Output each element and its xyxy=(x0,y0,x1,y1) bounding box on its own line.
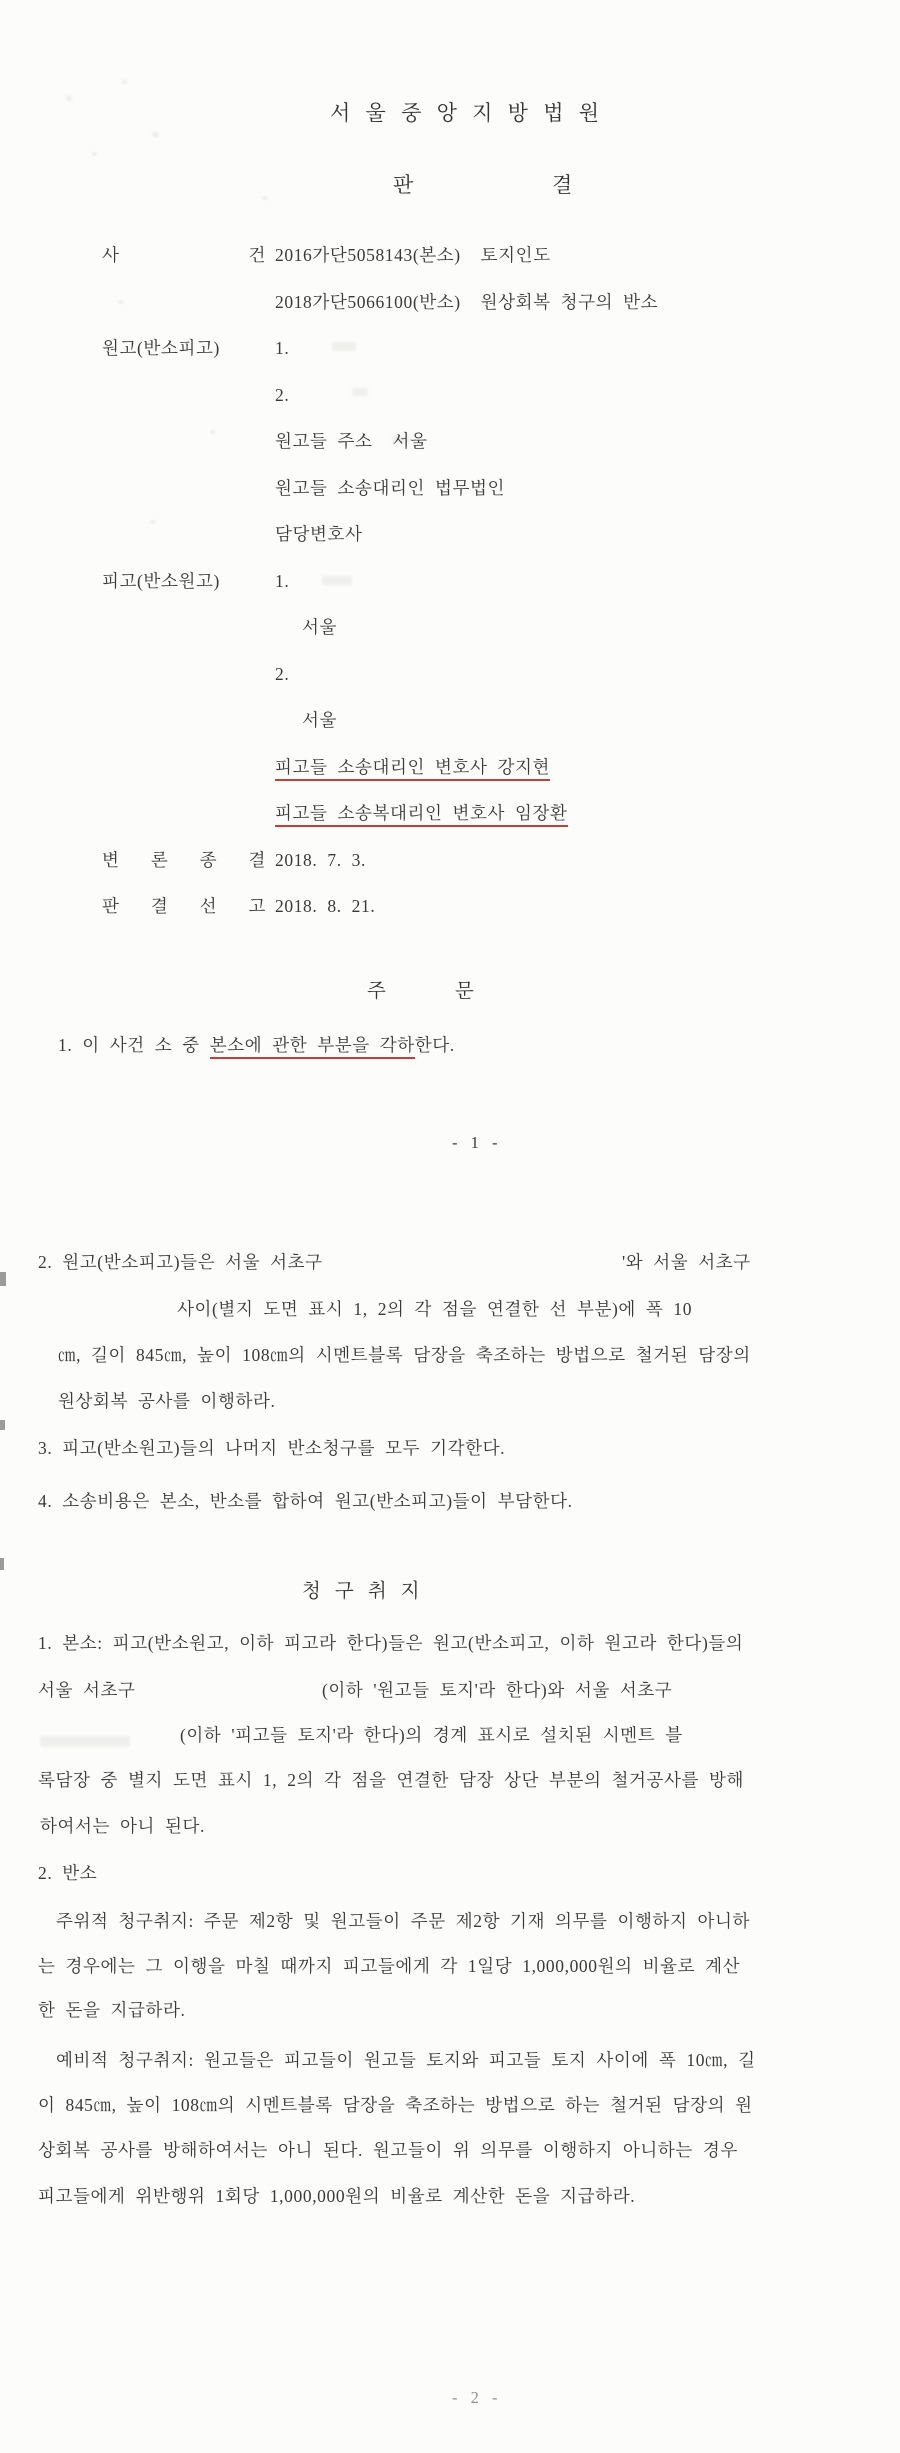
order-item-3: 3. 피고(반소원고)들의 나머지 반소청구를 모두 기각한다. xyxy=(38,1438,506,1458)
claims-bonso-line4: 록담장 중 별지 도면 표시 1, 2의 각 점을 연결한 담장 상단 부분의 철거공사를 방해 xyxy=(38,1770,744,1790)
closing-date: 2018. 7. 3. xyxy=(275,850,366,870)
order-item-2-line2: 사이(별지 도면 표시 1, 2의 각 점을 연결한 선 부분)에 폭 10 xyxy=(177,1299,693,1319)
plaintiff-item-1: 1. xyxy=(275,338,290,358)
order-item-4: 4. 소송비용은 본소, 반소를 합하여 원고(반소피고)들이 부담한다. xyxy=(38,1491,573,1511)
claims-secondary-line2: 이 845㎝, 높이 108㎝의 시멘트블록 담장을 축조하는 방법으로 하는 철거된 담장의 원 xyxy=(38,2095,753,2115)
case-label: 사 건 xyxy=(102,245,266,265)
scan-artifact xyxy=(152,132,159,137)
plaintiff-counsel: 원고들 소송대리인 법무법인 xyxy=(275,478,506,498)
claims-heading: 청 구 취 지 xyxy=(302,1581,421,1602)
case-number-main: 2016가단5058143(본소) 토지인도 xyxy=(275,245,551,265)
order-item-2-line1-right: '와 서울 서초구 xyxy=(622,1252,751,1272)
scan-artifact xyxy=(0,1272,6,1286)
defendant-address-1: 서울 xyxy=(302,617,338,637)
order-item-1-suffix: 한다. xyxy=(414,1035,455,1055)
scan-artifact xyxy=(122,80,127,84)
defendant-item-1: 1. xyxy=(275,571,290,591)
scan-artifact xyxy=(0,1558,4,1570)
defendant-label: 피고(반소원고) xyxy=(102,571,220,591)
order-item-1-underlined: 본소에 관한 부분을 각하 xyxy=(210,1035,415,1059)
defendant-sub-counsel-underlined: 피고들 소송복대리인 변호사 임장환 xyxy=(275,803,568,827)
document-type-second-char: 결 xyxy=(552,173,573,197)
claims-primary-line3: 한 돈을 지급하라. xyxy=(38,2000,186,2020)
sentencing-label: 판 결 선 고 xyxy=(102,896,266,916)
scan-artifact xyxy=(210,430,215,434)
order-heading-second-char: 문 xyxy=(455,981,475,1002)
claims-bonso-line2-right: (이하 '원고들 토지'라 한다)와 서울 서초구 xyxy=(322,1680,673,1700)
closing-label: 변 론 종 결 xyxy=(102,850,266,870)
sentencing-date: 2018. 8. 21. xyxy=(275,896,376,916)
redaction-smudge xyxy=(40,1736,130,1747)
scan-artifact xyxy=(150,520,156,524)
order-item-2-line3: ㎝, 길이 845㎝, 높이 108㎝의 시멘트블록 담장을 축조하는 방법으로 철거된 담장의 xyxy=(58,1345,751,1365)
scan-artifact xyxy=(66,96,72,101)
claims-banso-heading: 2. 반소 xyxy=(38,1863,98,1883)
claims-primary-line1: 주위적 청구취지: 주문 제2항 및 원고들이 주문 제2항 기재 의무를 이행하지 아니하 xyxy=(56,1911,751,1931)
redaction-smudge xyxy=(332,342,356,351)
defendant-counsel-underlined: 피고들 소송대리인 변호사 강지현 xyxy=(275,757,550,781)
defendant-address-2: 서울 xyxy=(302,710,338,730)
claims-bonso-line5: 하여서는 아니 된다. xyxy=(40,1816,205,1836)
scan-artifact xyxy=(118,300,124,304)
defendant-item-2: 2. xyxy=(275,664,290,684)
order-item-1-prefix: 1. 이 사건 소 중 xyxy=(58,1035,210,1055)
claims-primary-line2: 는 경우에는 그 이행을 마칠 때까지 피고들에게 각 1일당 1,000,000원의 비율로 계산 xyxy=(38,1956,741,1976)
claims-secondary-line3: 상회복 공사를 방해하여서는 아니 된다. 원고들이 위 의무를 이행하지 아니하는 경우 xyxy=(38,2140,738,2160)
page-1-number: - 1 - xyxy=(452,1133,500,1152)
order-item-1 xyxy=(58,1035,455,1057)
scan-artifact xyxy=(262,196,268,200)
redaction-smudge xyxy=(322,576,352,585)
plaintiff-item-2: 2. xyxy=(275,385,290,405)
plaintiff-counsel-attorney: 담당변호사 xyxy=(275,524,363,544)
case-number-counter: 2018가단5066100(반소) 원상회복 청구의 반소 xyxy=(275,292,659,312)
claims-bonso-line3: (이하 '피고들 토지'라 한다)의 경계 표시로 설치된 시멘트 블 xyxy=(180,1725,683,1745)
page-2-number: - 2 - xyxy=(452,2388,500,2407)
scan-artifact xyxy=(92,152,97,156)
order-item-2-line4: 원상회복 공사를 이행하라. xyxy=(58,1391,276,1411)
order-heading-first-char: 주 xyxy=(367,981,387,1002)
plaintiff-address: 원고들 주소 서울 xyxy=(275,431,428,451)
court-name: 서 울 중 앙 지 방 법 원 xyxy=(330,101,602,125)
defendant-sub-counsel xyxy=(275,803,568,825)
defendant-counsel xyxy=(275,757,550,779)
plaintiff-label: 원고(반소피고) xyxy=(102,338,220,358)
scan-artifact xyxy=(0,1420,5,1430)
redaction-smudge xyxy=(352,388,368,396)
document-type-first-char: 판 xyxy=(393,173,414,197)
claims-bonso-line1: 1. 본소: 피고(반소원고, 이하 피고라 한다)들은 원고(반소피고, 이하 원고라 한다)들의 xyxy=(38,1633,744,1653)
claims-secondary-line4: 피고들에게 위반행위 1회당 1,000,000원의 비율로 계산한 돈을 지급하라. xyxy=(38,2186,636,2206)
order-item-2-line1-left: 2. 원고(반소피고)들은 서울 서초구 xyxy=(38,1252,323,1272)
claims-bonso-line2-left: 서울 서초구 xyxy=(38,1680,136,1700)
claims-secondary-line1: 예비적 청구취지: 원고들은 피고들이 원고들 토지와 피고들 토지 사이에 폭 10㎝, 길 xyxy=(56,2050,756,2070)
